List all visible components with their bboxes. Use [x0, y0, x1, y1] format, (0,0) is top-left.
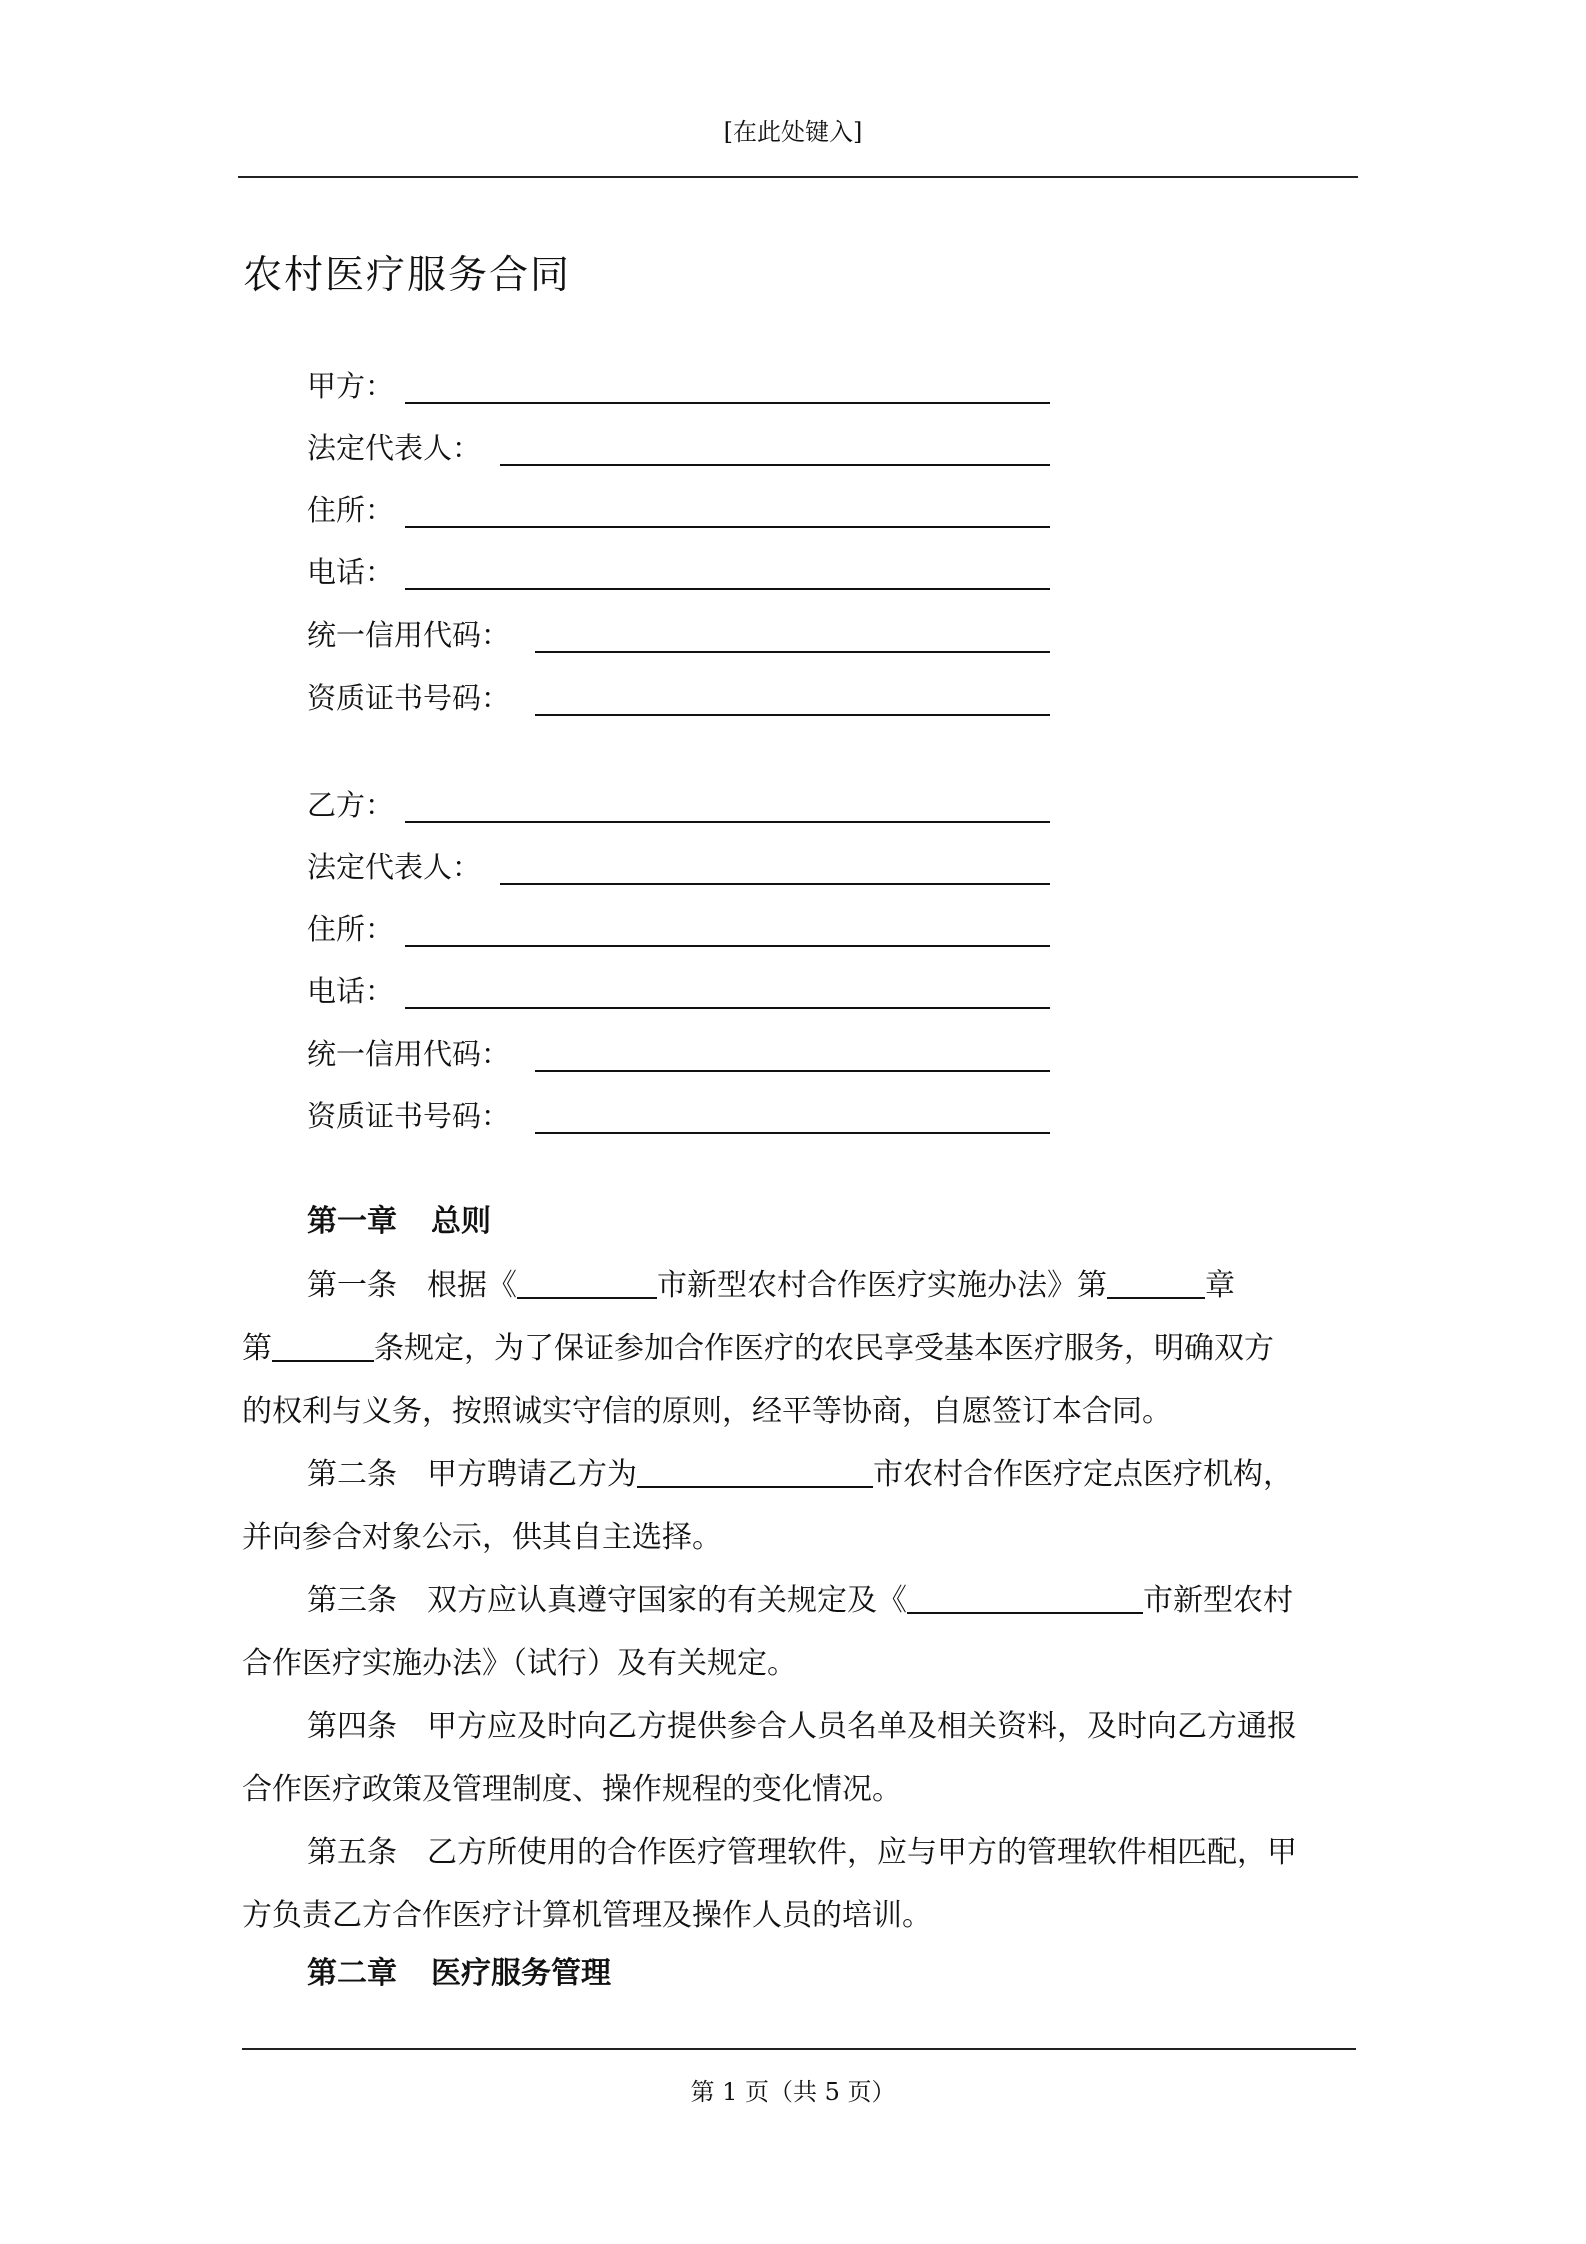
party-b-address-field — [307, 909, 394, 949]
chapter-2-heading — [307, 1954, 611, 1994]
party-a-field — [307, 366, 394, 406]
party-b-credit-code-field — [307, 1034, 510, 1074]
party-a-address-label: 住所： — [307, 493, 395, 527]
party-b-credit-code-label: 统一信用代码： — [307, 1037, 511, 1071]
party-b-phone-blank[interactable] — [405, 1007, 1050, 1009]
article-2-city-blank[interactable] — [637, 1456, 873, 1488]
party-a-address-blank[interactable] — [405, 526, 1050, 528]
party-b-license-label: 资质证书号码： — [307, 1099, 511, 1133]
party-a-blank[interactable] — [405, 402, 1050, 404]
article-1-chapter-blank[interactable] — [1107, 1267, 1205, 1299]
chapter-1-heading — [307, 1202, 491, 1242]
chapter-1-title: 总则 — [431, 1204, 491, 1239]
article-3-city-blank[interactable] — [907, 1582, 1143, 1614]
article-2 — [242, 1443, 1358, 1569]
party-a-license-label: 资质证书号码： — [307, 681, 511, 715]
article-3 — [242, 1569, 1358, 1695]
party-b-field — [307, 785, 394, 825]
article-3-text: 合作医疗实施办法》（试行）及有关规定。 — [242, 1646, 797, 1681]
article-1-text: 条规定，为了保证参加合作医疗的农民享受基本医疗服务，明确双方 — [374, 1331, 1274, 1366]
article-1-text: 第 — [242, 1331, 272, 1366]
party-a-address-field — [307, 490, 394, 530]
article-3-text: 市新型农村 — [1143, 1583, 1293, 1618]
article-4-text: 合作医疗政策及管理制度、操作规程的变化情况。 — [242, 1772, 902, 1807]
party-a-credit-code-label: 统一信用代码： — [307, 618, 511, 652]
article-1-article-blank[interactable] — [272, 1330, 374, 1362]
footer-rule — [242, 2048, 1356, 2050]
party-b-legal-rep-field — [307, 847, 481, 887]
chapter-1-number: 第一章 — [307, 1204, 397, 1239]
party-a-legal-rep-field — [307, 428, 481, 468]
party-b-license-field — [307, 1096, 510, 1136]
article-1-city-blank[interactable] — [517, 1267, 657, 1299]
header-rule — [238, 176, 1358, 178]
document-title: 农村医疗服务合同 — [243, 253, 572, 298]
page-header: [在此处键入] — [723, 118, 863, 146]
party-a-phone-field — [307, 552, 394, 592]
party-b-phone-label: 电话： — [307, 974, 395, 1008]
article-5-text: 方负责乙方合作医疗计算机管理及操作人员的培训。 — [242, 1898, 932, 1933]
party-a-phone-blank[interactable] — [405, 588, 1050, 590]
article-5-text: 第五条 乙方所使用的合作医疗管理软件，应与甲方的管理软件相匹配，甲 — [307, 1835, 1297, 1870]
party-b-label: 乙方： — [307, 788, 395, 822]
party-b-address-blank[interactable] — [405, 945, 1050, 947]
party-b-legal-rep-label: 法定代表人： — [307, 850, 482, 884]
article-1-text: 章 — [1205, 1268, 1235, 1303]
party-a-legal-rep-label: 法定代表人： — [307, 431, 482, 465]
party-a-credit-code-field — [307, 615, 510, 655]
article-2-text: 第二条 甲方聘请乙方为 — [307, 1457, 637, 1492]
article-5 — [242, 1821, 1358, 1947]
party-a-credit-code-blank[interactable] — [535, 651, 1050, 653]
party-a-legal-rep-blank[interactable] — [500, 464, 1050, 466]
article-2-text: 并向参合对象公示，供其自主选择。 — [242, 1520, 722, 1555]
party-b-credit-code-blank[interactable] — [535, 1070, 1050, 1072]
chapter-2-title: 医疗服务管理 — [431, 1956, 611, 1991]
article-4-text: 第四条 甲方应及时向乙方提供参合人员名单及相关资料，及时向乙方通报 — [307, 1709, 1297, 1744]
party-a-phone-label: 电话： — [307, 555, 395, 589]
party-b-blank[interactable] — [405, 821, 1050, 823]
party-b-address-label: 住所： — [307, 912, 395, 946]
article-2-text: 市农村合作医疗定点医疗机构， — [873, 1457, 1293, 1492]
party-b-phone-field — [307, 971, 394, 1011]
page-footer: 第 1 页（共 5 页） — [690, 2078, 896, 2106]
party-b-license-blank[interactable] — [535, 1132, 1050, 1134]
party-b-legal-rep-blank[interactable] — [500, 883, 1050, 885]
party-a-label: 甲方： — [307, 369, 395, 403]
party-a-license-field — [307, 678, 510, 718]
party-a-license-blank[interactable] — [535, 714, 1050, 716]
article-1 — [242, 1254, 1358, 1443]
article-4 — [242, 1695, 1358, 1821]
chapter-2-number: 第二章 — [307, 1956, 397, 1991]
article-3-text: 第三条 双方应认真遵守国家的有关规定及《 — [307, 1583, 907, 1618]
article-1-text: 第一条 根据《 — [307, 1268, 517, 1303]
article-1-text: 的权利与义务，按照诚实守信的原则，经平等协商，自愿签订本合同。 — [242, 1394, 1172, 1429]
article-1-text: 市新型农村合作医疗实施办法》第 — [657, 1268, 1107, 1303]
